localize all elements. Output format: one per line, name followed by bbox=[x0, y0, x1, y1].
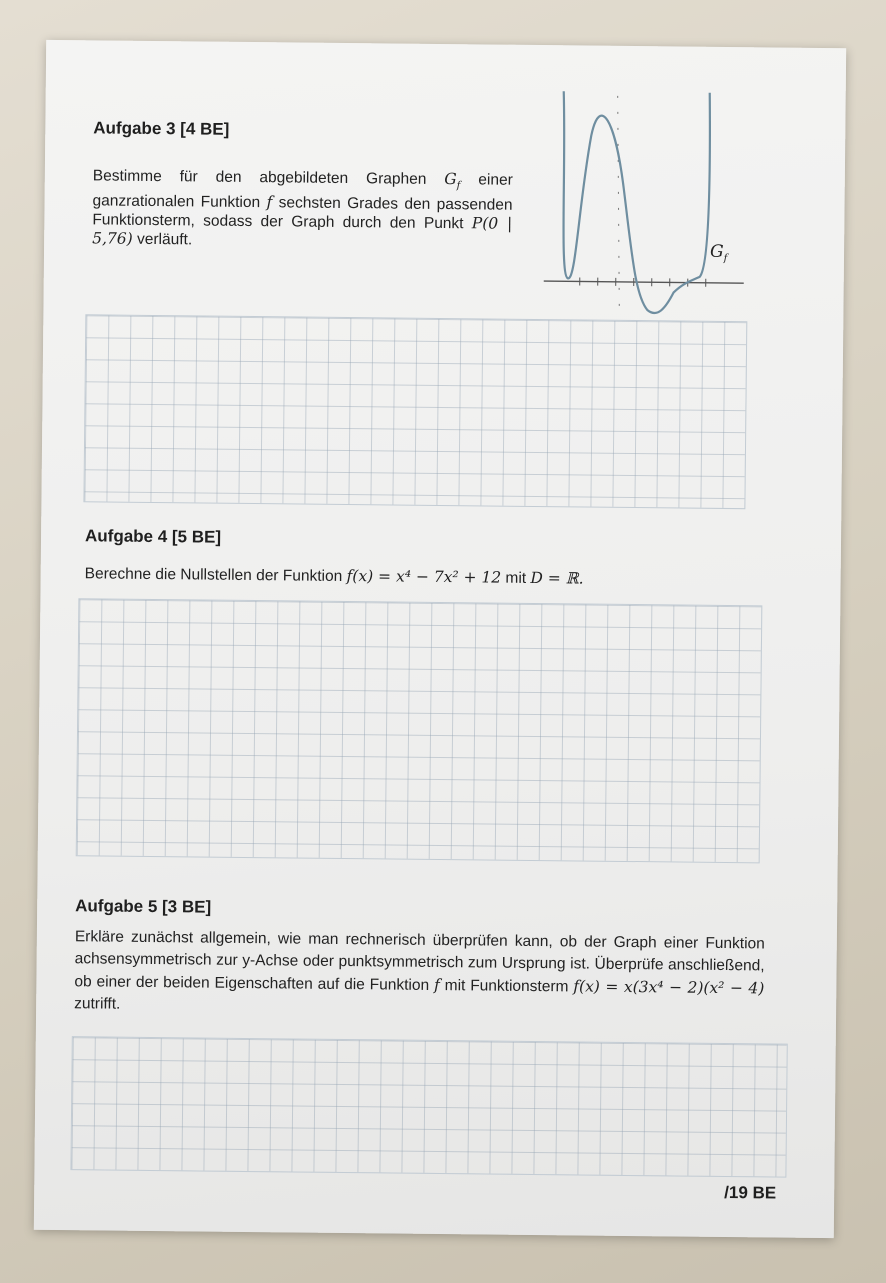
graph-label: $G_f$ bbox=[709, 241, 728, 264]
point-p: P(0 | 5,76) bbox=[92, 214, 513, 248]
task-3-text-part: einer ganzrationalen Funktion bbox=[92, 171, 513, 212]
total-score: /19 BE bbox=[724, 1183, 777, 1203]
task-3-text-part: verläuft. bbox=[136, 230, 193, 249]
task-3-title: Aufgabe 3 [4 BE] bbox=[93, 118, 230, 139]
function-symbol: f bbox=[433, 975, 440, 995]
function-symbol: f bbox=[266, 193, 273, 212]
task-5-text-part: zutrifft. bbox=[74, 995, 121, 1013]
domain: D = ℝ. bbox=[530, 568, 584, 588]
x-axis bbox=[544, 281, 744, 283]
y-axis bbox=[615, 96, 621, 318]
graph-symbol: $G_f$ bbox=[444, 170, 461, 192]
answer-grid-task-3[interactable] bbox=[83, 314, 747, 509]
task-4-text-part: Berechne die Nullstellen der Funktion bbox=[84, 565, 343, 585]
task-3-text-part: Bestimme für den abgebildeten Graphen bbox=[92, 167, 427, 188]
task-5-text-part: mit Funktionsterm bbox=[444, 977, 569, 996]
function-term: f(x) = x⁴ − 7x² + 12 bbox=[346, 567, 502, 587]
task-4-text bbox=[85, 564, 725, 590]
task-3-text bbox=[92, 166, 513, 252]
task-5-title: Aufgabe 5 [3 BE] bbox=[75, 896, 212, 917]
task-4-title: Aufgabe 4 [5 BE] bbox=[84, 526, 222, 547]
task-5-text-part: Erkläre zunächst allgemein, wie man rechnerisch überprüfen kann, ob der Graph einer Funktion achsensymmetrisch zur y-Achse oder punktsymmetrisch zum Ursprung ist. Überprüfe anschließend, ob einer der beiden Eigenschaften auf die Funktion bbox=[74, 928, 765, 994]
task-4-text-part: mit bbox=[505, 569, 527, 587]
function-term: f(x) = x(3x⁴ − 2)(x² − 4) bbox=[573, 977, 765, 998]
task-3-text-part: sechsten Grades den passenden Funktionsterm, sodass der Graph durch den Punkt bbox=[92, 194, 513, 233]
task-5-text bbox=[74, 926, 765, 1022]
answer-grid-task-4[interactable] bbox=[76, 598, 763, 863]
worksheet-page bbox=[34, 40, 846, 1238]
answer-grid-task-5[interactable] bbox=[70, 1036, 787, 1177]
function-graph bbox=[539, 85, 752, 327]
